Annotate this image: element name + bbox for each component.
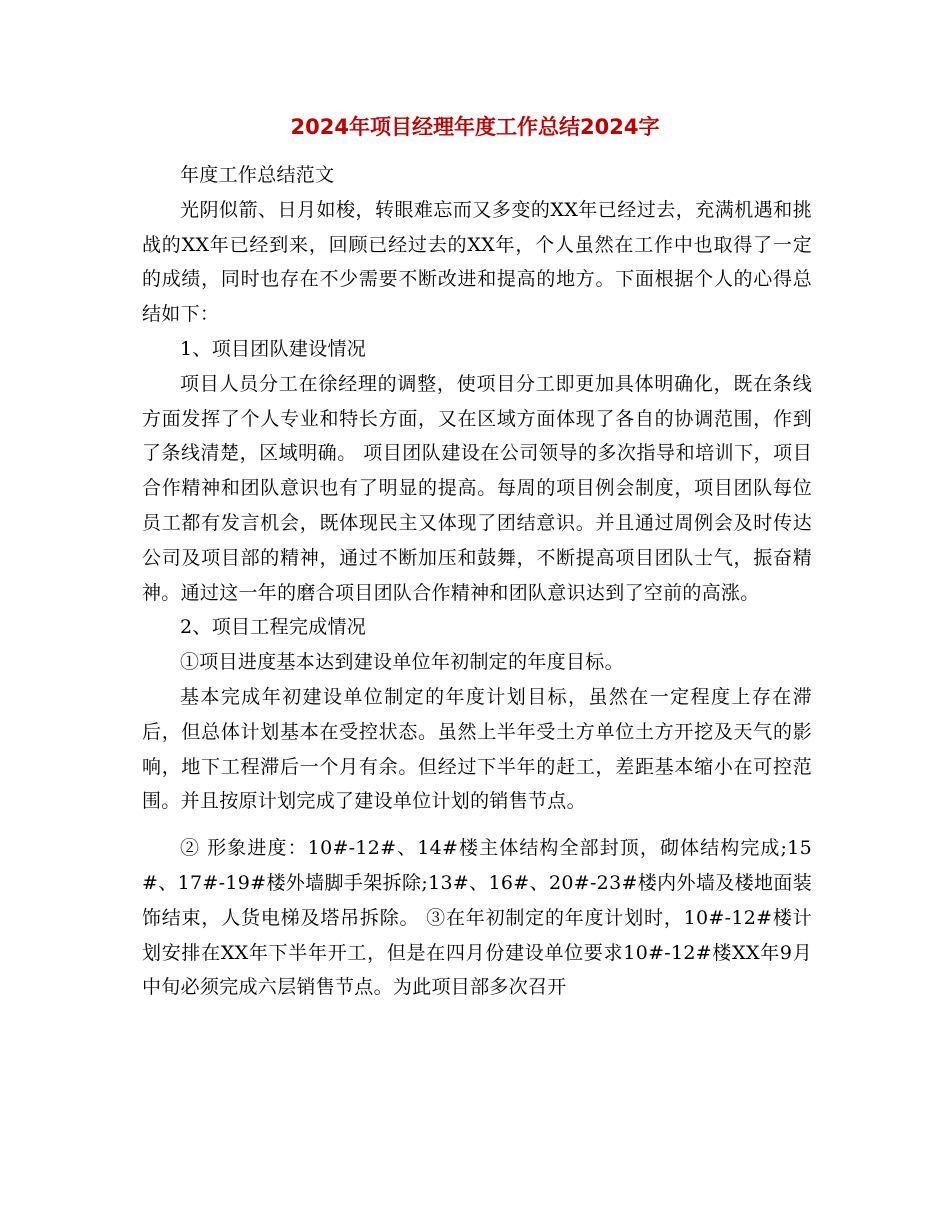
section-heading-completion: 2、项目工程完成情况 — [180, 616, 367, 639]
paragraph-team: 项目人员分工在徐经理的调整，使项目分工即更加具体明确化，既在条线方面发挥了个人专业和特长方面，又在区域方面体现了各自的协调范围，作到了条线清楚，区域明确。 项目团队建设在公司领导的多次指导和培训下，项目合作精神和团队意识也有了明显的提高。每周的项目例会制度，项目团队每位员工都有发言机会，既体现民主又体现了团结意识。并且通过周例会及时传达公司及项目部的精神，通过不断加压和鼓舞，不断提高项目团队士气，振奋精神。通过这一年的磨合项目团队合作精神和团队意识达到了空前的高涨。 — [142, 372, 812, 604]
paragraph-plan: 基本完成年初建设单位制定的年度计划目标，虽然在一定程度上存在滞后，但总体计划基本在受控状态。虽然上半年受土方单位土方开挖及天气的影响，地下工程滞后一个月有余。但经过下半年的赶工，差距基本缩小在可控范围。并且按原计划完成了建设单位计划的销售节点。 — [142, 685, 812, 813]
paragraph-subtitle: 年度工作总结范文 — [180, 164, 335, 186]
paragraph-intro: 光阴似箭、日月如梭，转眼难忘而又多变的XX年已经过去，充满机遇和挑战的XX年已经到来，回顾已经过去的XX年，个人虽然在工作中也取得了一定的成绩，同时也存在不少需要不断改进和提高的地方。下面根据个人的心得总结如下： — [142, 198, 812, 326]
document-title: 2024年项目经理年度工作总结2024字 — [290, 115, 660, 139]
paragraph-image-progress: ② 形象进度：10#-12#、14#楼主体结构全部封顶，砌体结构完成;15#、17#-19#楼外墙脚手架拆除;13#、16#、20#-23#楼内外墙及楼地面装饰结束，人货电梯及塔吊拆除。 ③在年初制定的年度计划时，10#-12#楼计划安排在XX年下半年开工，但是在四月份建设单位要求10#-12#楼XX年9月中旬必须完成六层销售节点。为此项目部多次召开 — [142, 837, 812, 999]
paragraph-progress-goal: ①项目进度基本达到建设单位年初制定的年度目标。 — [180, 651, 624, 674]
document-body — [142, 158, 812, 1005]
section-heading-team: 1、项目团队建设情况 — [180, 337, 367, 360]
